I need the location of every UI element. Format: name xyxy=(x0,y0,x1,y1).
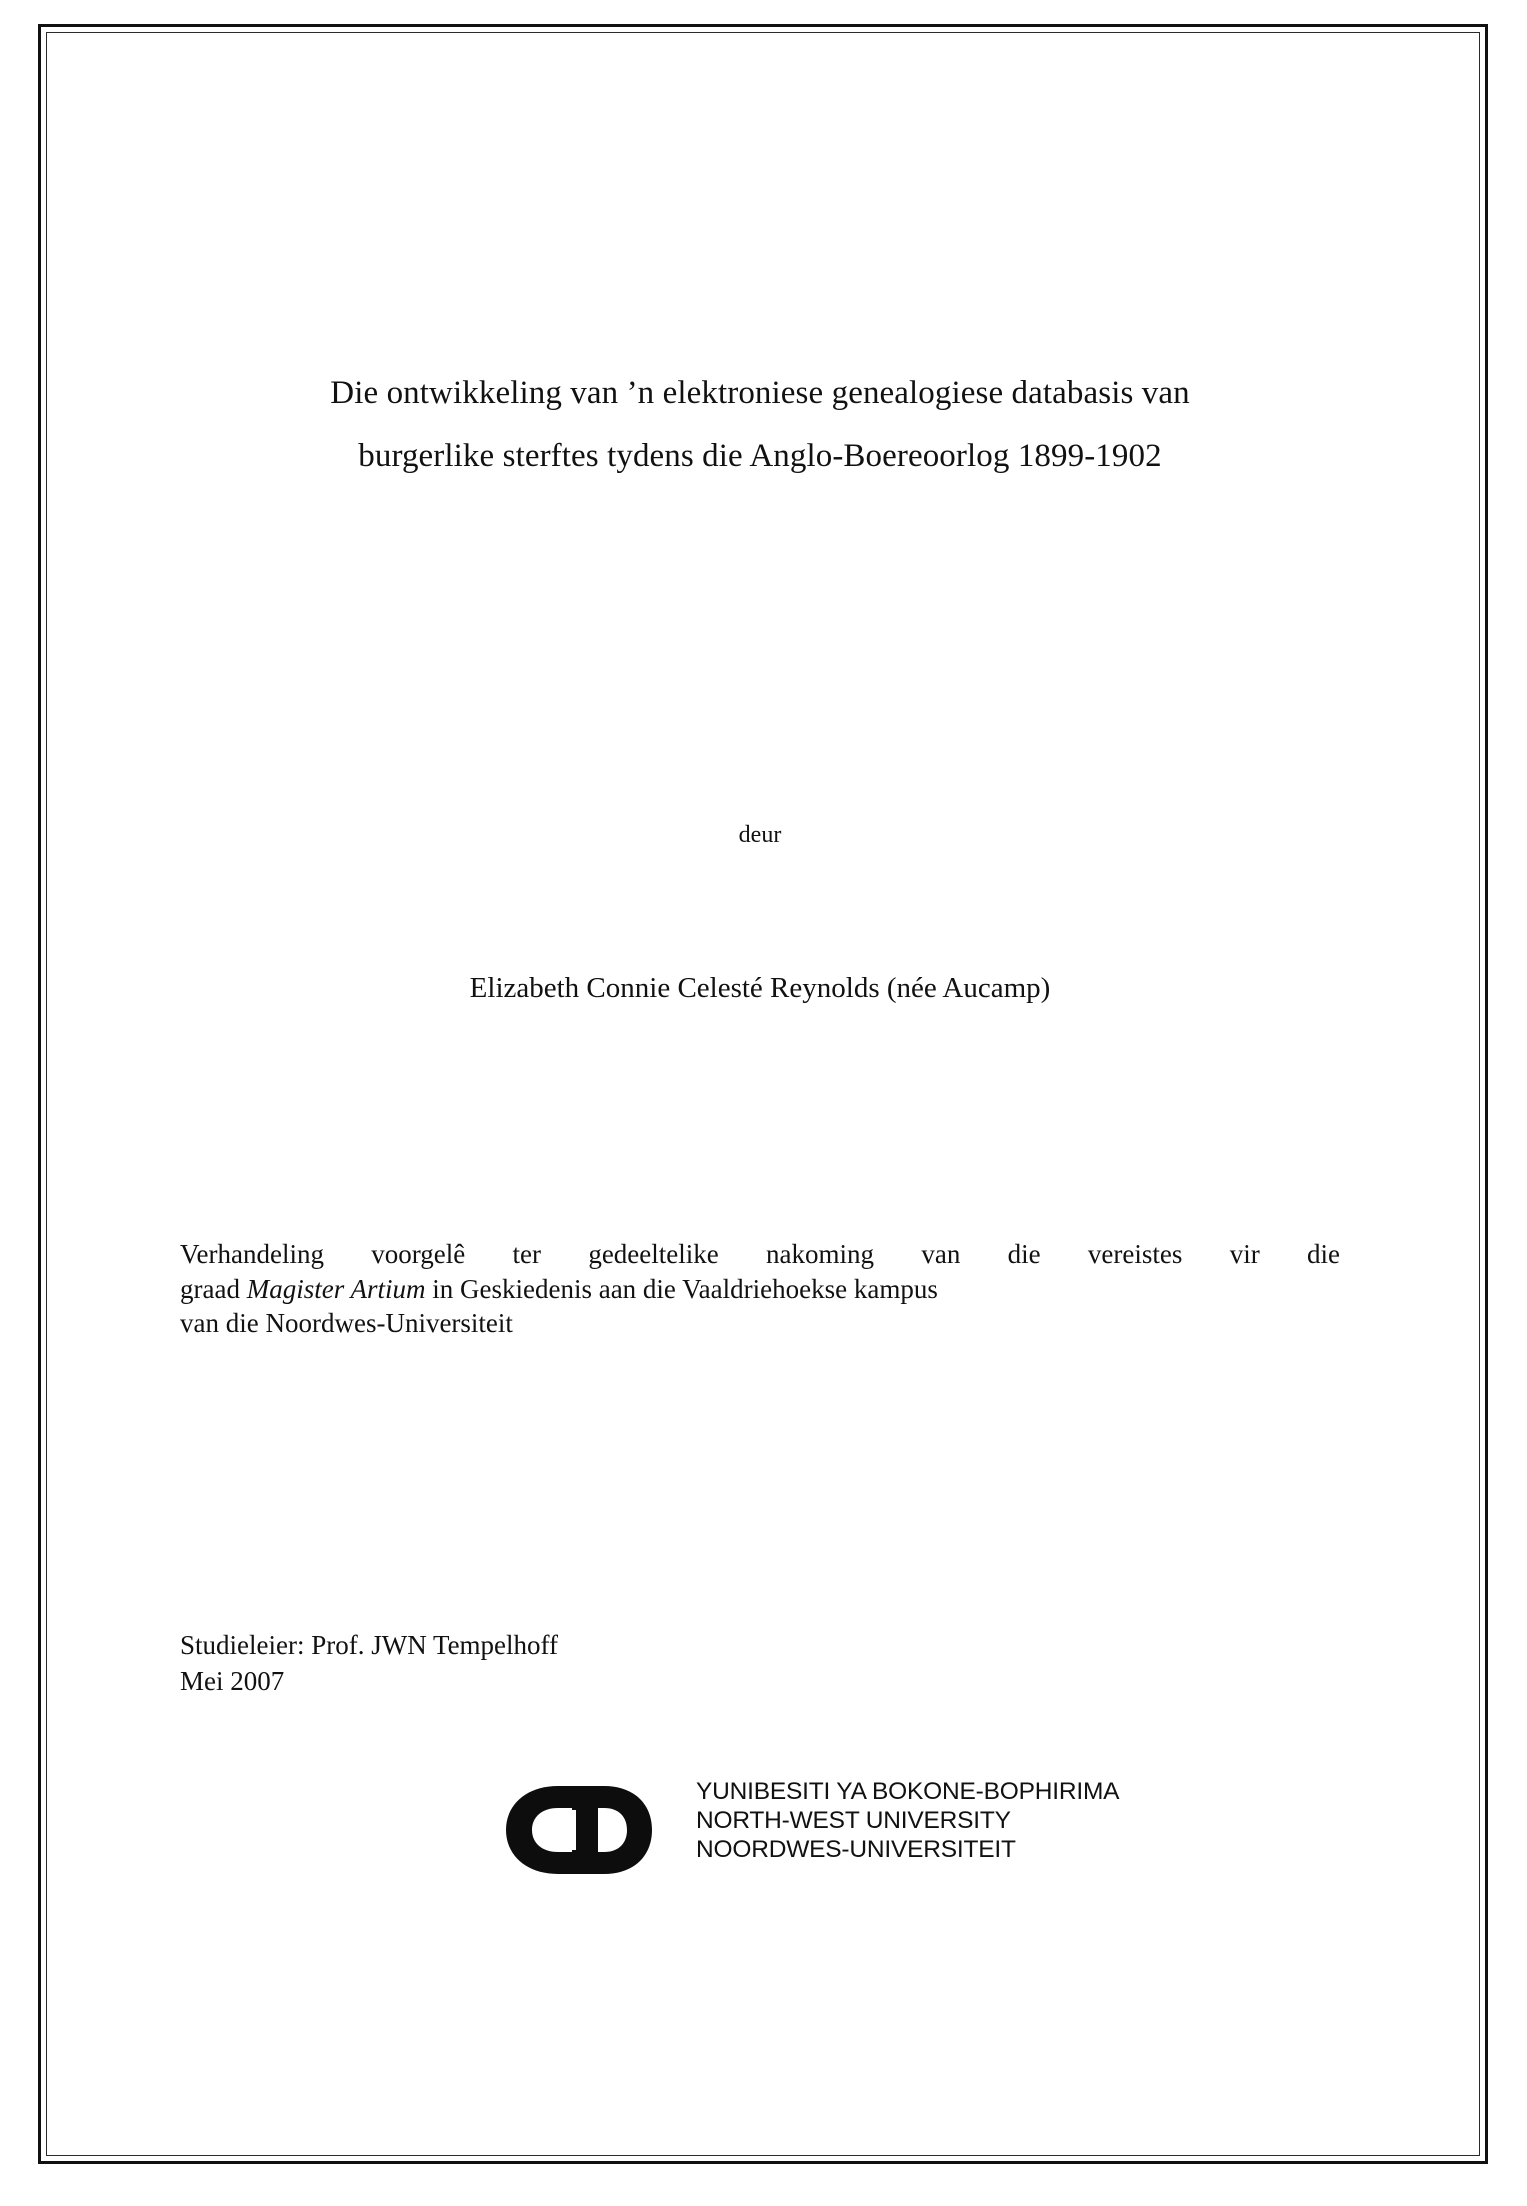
degree-statement-line-2-suffix: in Geskiedenis aan die Vaaldriehoekse kampus xyxy=(425,1273,938,1304)
title-line-2: burgerlike sterftes tydens die Anglo-Boereoorlog 1899-1902 xyxy=(358,438,1162,474)
logo-text-line-1: YUNIBESITI YA BOKONE-BOPHIRIMA xyxy=(696,1778,1120,1805)
title-page-content xyxy=(180,32,1340,2152)
degree-statement-line-2-prefix: graad xyxy=(180,1273,247,1304)
logo-text-line-2: NORTH-WEST UNIVERSITY xyxy=(696,1806,1011,1834)
supervisor-block xyxy=(180,1627,1340,1700)
date-line: Mei 2007 xyxy=(180,1666,285,1697)
author-name: Elizabeth Connie Celesté Reynolds (née Aucamp) xyxy=(469,972,1051,1004)
logo-text-line-3: NOORDWES-UNIVERSITEIT xyxy=(696,1835,1016,1863)
title-line-1: Die ontwikkeling van ’n elektroniese genealogiese databasis van xyxy=(330,375,1190,411)
page-title xyxy=(180,377,1340,473)
degree-statement-line-3: van die Noordwes-Universiteit xyxy=(180,1308,513,1339)
degree-name: Magister Artium xyxy=(246,1273,426,1304)
university-logo xyxy=(500,1772,1120,1892)
supervisor-line: Studieleier: Prof. JWN Tempelhoff xyxy=(180,1630,559,1660)
nwu-logo-mark-icon xyxy=(500,1780,690,1880)
university-logo-text xyxy=(696,1778,1119,1865)
degree-statement-line-1: Verhandeling voorgelê ter gedeeltelike nakoming van die vereistes vir die xyxy=(180,1239,1340,1269)
degree-statement xyxy=(180,1237,1340,1341)
degree-statement-line-2 xyxy=(180,1272,1340,1307)
by-label: deur xyxy=(738,822,782,848)
